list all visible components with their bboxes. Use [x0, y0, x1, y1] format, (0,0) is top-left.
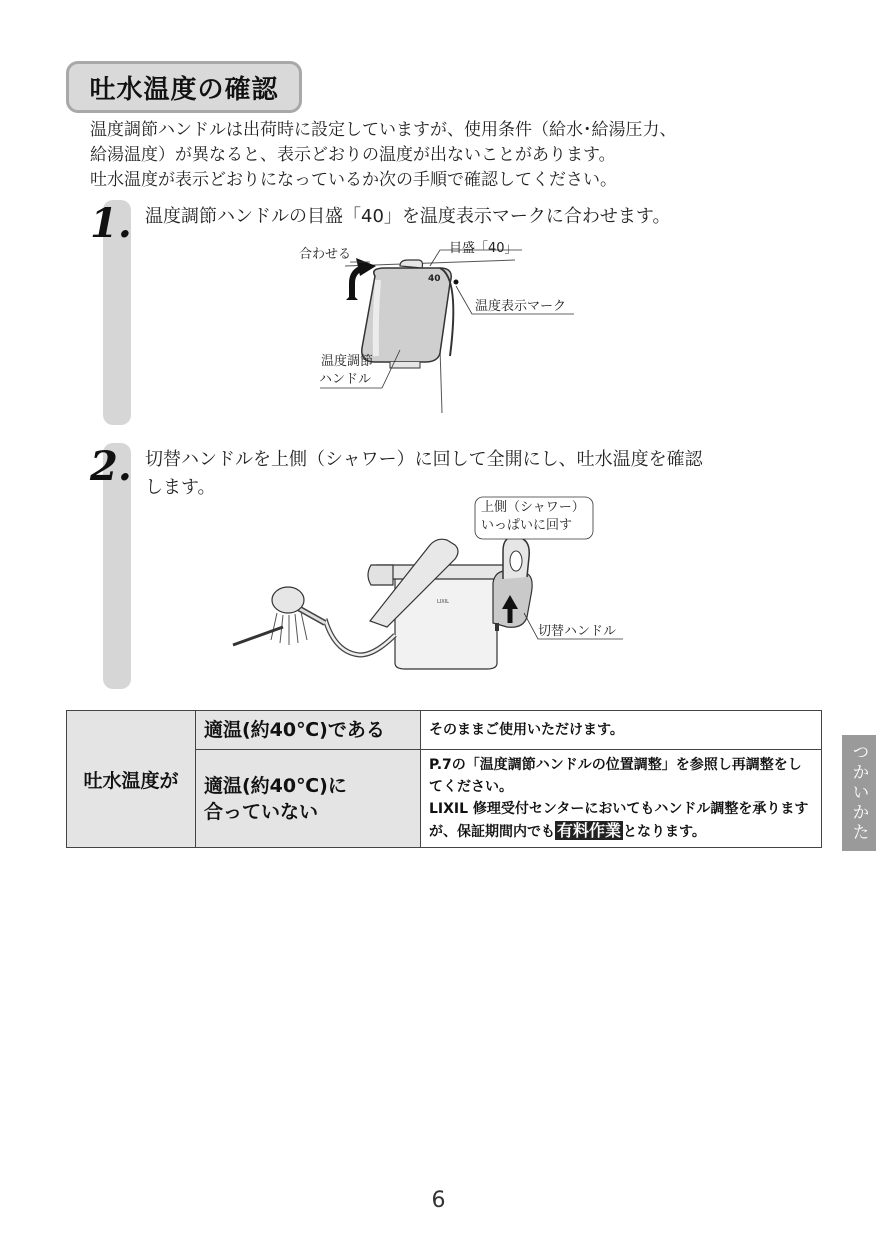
- action-not-ok: [421, 750, 822, 848]
- action-not-ok-part2: LIXIL 修理受付センターにおいてもハンドル調整を承りますが、保証期間内でも: [429, 801, 809, 840]
- callout-handle-line1: 温度調節: [321, 354, 374, 369]
- condition-ok: 適温(約40℃)である: [196, 711, 421, 750]
- action-not-ok-part3: となります。: [623, 824, 706, 840]
- faucet-illustration: [225, 495, 635, 675]
- callout-scale: 目盛「40」: [449, 241, 518, 256]
- brand-mark: LIXIL: [437, 599, 449, 605]
- step-1-number: 1.: [90, 200, 132, 247]
- step-2-text-line1: 切替ハンドルを上側（シャワー）に回して全開にし、吐水温度を確認: [145, 449, 703, 470]
- callout-turn-line1: 上側（シャワー）: [481, 500, 585, 515]
- action-ok: そのままご使用いただけます。: [421, 711, 822, 750]
- temperature-handle-illustration: [290, 238, 590, 418]
- callout-align: 合わせる: [299, 247, 352, 262]
- action-not-ok-part1: P.7の「温度調節ハンドルの位置調整」を参照し再調整をしてください。: [429, 757, 802, 795]
- step-1-text: 温度調節ハンドルの目盛「40」を温度表示マークに合わせます。: [145, 206, 671, 227]
- result-table: [66, 710, 822, 848]
- callout-temp-mark: 温度表示マーク: [475, 299, 567, 314]
- intro-text: [90, 118, 677, 193]
- intro-line: 吐水温度が表示どおりになっているか次の手順で確認してください。: [90, 170, 617, 190]
- section-title: 吐水温度の確認: [89, 74, 279, 105]
- condition-not-ok-line1: 適温(約40℃)に: [204, 774, 347, 797]
- condition-not-ok-line2: 合っていない: [204, 800, 319, 823]
- side-tab-label: つかいかた: [848, 743, 869, 843]
- condition-not-ok: [196, 750, 421, 848]
- paid-service-highlight: 有料作業: [557, 821, 622, 840]
- step-2-text-line2: します。: [145, 477, 216, 498]
- page-number: 6: [431, 1188, 446, 1213]
- action-not-ok-part2-wrap: [429, 798, 813, 843]
- side-tab: [842, 735, 876, 851]
- intro-line: 温度調節ハンドルは出荷時に設定していますが、使用条件（給水･給湯圧力、: [90, 120, 677, 140]
- intro-line: 給湯温度）が異なると、表示どおりの温度が出ないことがあります。: [90, 145, 616, 165]
- table-row-header: 吐水温度が: [67, 711, 196, 848]
- section-title-box: [66, 61, 302, 113]
- dial-value-label: 40: [428, 274, 441, 284]
- callout-switch-handle: 切替ハンドル: [538, 624, 617, 639]
- callout-handle-line2: ハンドル: [319, 372, 372, 387]
- callout-turn-line2: いっぱいに回す: [481, 518, 573, 533]
- step-2-number: 2.: [90, 443, 132, 490]
